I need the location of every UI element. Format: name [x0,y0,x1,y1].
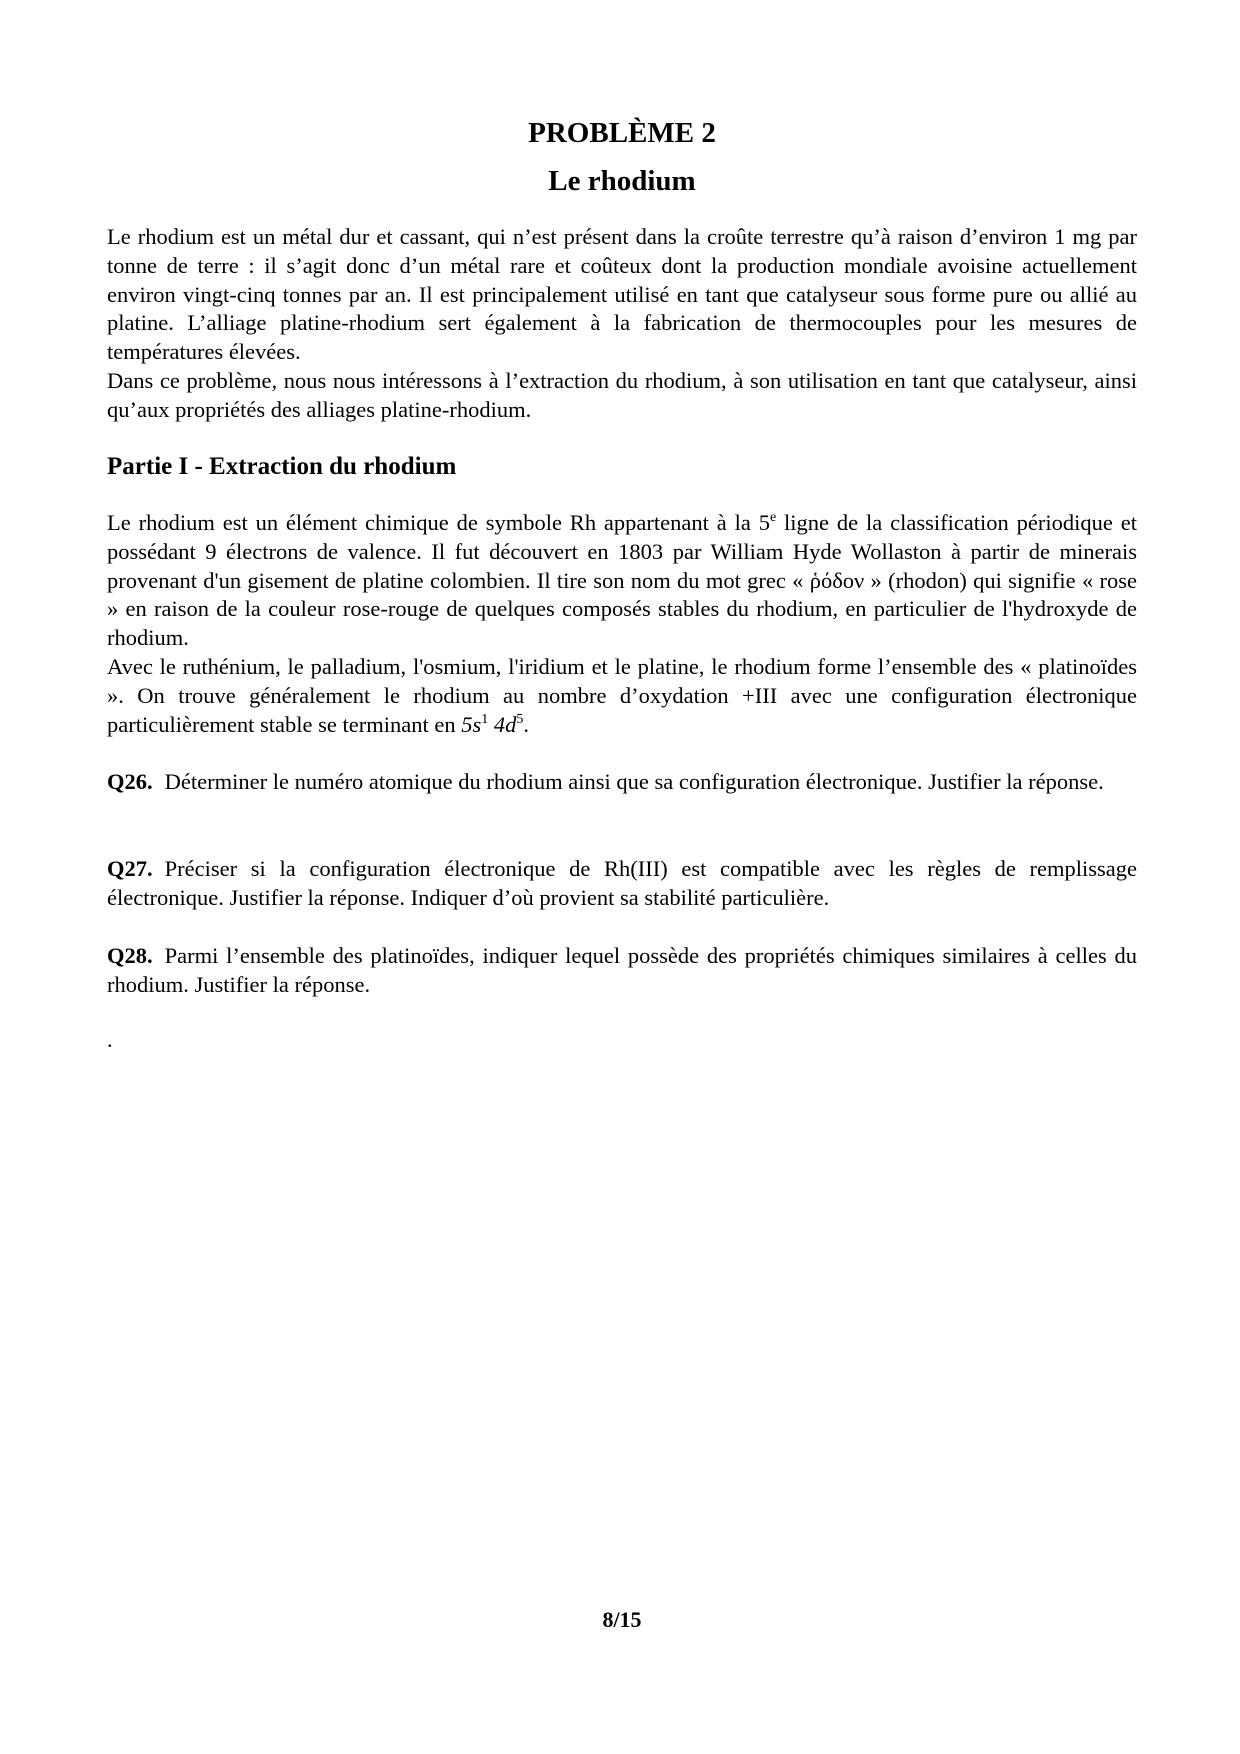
intro-paragraph-2: Dans ce problème, nous nous intéressons à l’extraction du rhodium, à son utilisation en tant que catalyseur, ainsi qu’aux propriétés des alliages platine-rhodium. [107,367,1137,422]
partie-1-paragraph-1 [107,509,1137,653]
intro-section [107,223,1137,425]
orbital-4d-exponent: 5 [516,711,524,727]
page-number: 8/15 [602,1607,642,1632]
question-text: Préciser si la configuration électronique de Rh(III) est compatible avec les règles de remplissage électronique. Justifier la réponse. Indiquer d’où provient sa stabilité particulière. [107,856,1137,910]
partie-1-p1-start: Le rhodium est un élément chimique de symbole Rh appartenant à la 5 [107,510,770,535]
intro-paragraph-1: Le rhodium est un métal dur et cassant, qui n’est présent dans la croûte terrestre qu’à raison d’environ 1 mg par tonne de terre : il s’agit donc d’un métal rare et coûteux dont la production mondiale avoisine actuellement environ vingt-cinq tonnes par an. Il est principalement utilisé en tant que catalyseur sous forme pure ou allié au platine. L’alliage platine-rhodium sert également à la fabrication de thermocouples pour les mesures de températures élevées. [107,224,1137,365]
question-q26 [107,768,1137,797]
problem-title: PROBLÈME 2 [528,117,716,149]
ordinal-superscript: e [769,510,777,525]
section-heading-partie-1: Partie I - Extraction du rhodium [107,453,457,480]
partie-1-paragraph-2 [107,653,1137,739]
orbital-5s-exponent: 1 [481,711,489,727]
stray-dot: . [107,1027,113,1052]
partie-1-body [107,509,1137,739]
question-number: Q28. [107,943,153,968]
question-text: Parmi l’ensemble des platinoïdes, indiquer lequel possède des propriétés chimiques similaires à celles du rhodium. Justifier la réponse. [107,943,1137,997]
question-number: Q26. [107,769,153,794]
question-q27 [107,855,1137,913]
partie-1-p1-rest: ligne de la classification périodique et possédant 9 électrons de valence. Il fut découvert en 1803 par William Hyde Wollaston à partir de minerais provenant d'un gisement de platine colombien. Il tire son nom du mot grec « ῥόδον » (rhodon) qui signifie « rose » en raison de la couleur rose-rouge de quelques composés stables du rhodium, en particulier de l'hydroxyde de rhodium. [107,510,1137,651]
question-text: Déterminer le numéro atomique du rhodium ainsi que sa configuration électronique. Justifier la réponse. [164,769,1104,794]
orbital-4d: 4d [493,711,517,737]
question-q28 [107,942,1137,1000]
sentence-end: . [523,711,529,737]
question-number: Q27. [107,856,153,881]
orbital-5s: 5s [461,711,482,737]
problem-subject: Le rhodium [548,165,696,197]
partie-1-p2-text: Avec le ruthénium, le palladium, l'osmium, l'iridium et le platine, le rhodium forme l’ensemble des « platinoïdes ». On trouve généralement le rhodium au nombre d’oxydation +III avec une configuration électronique particulièrement stable se terminant en [107,653,1137,737]
